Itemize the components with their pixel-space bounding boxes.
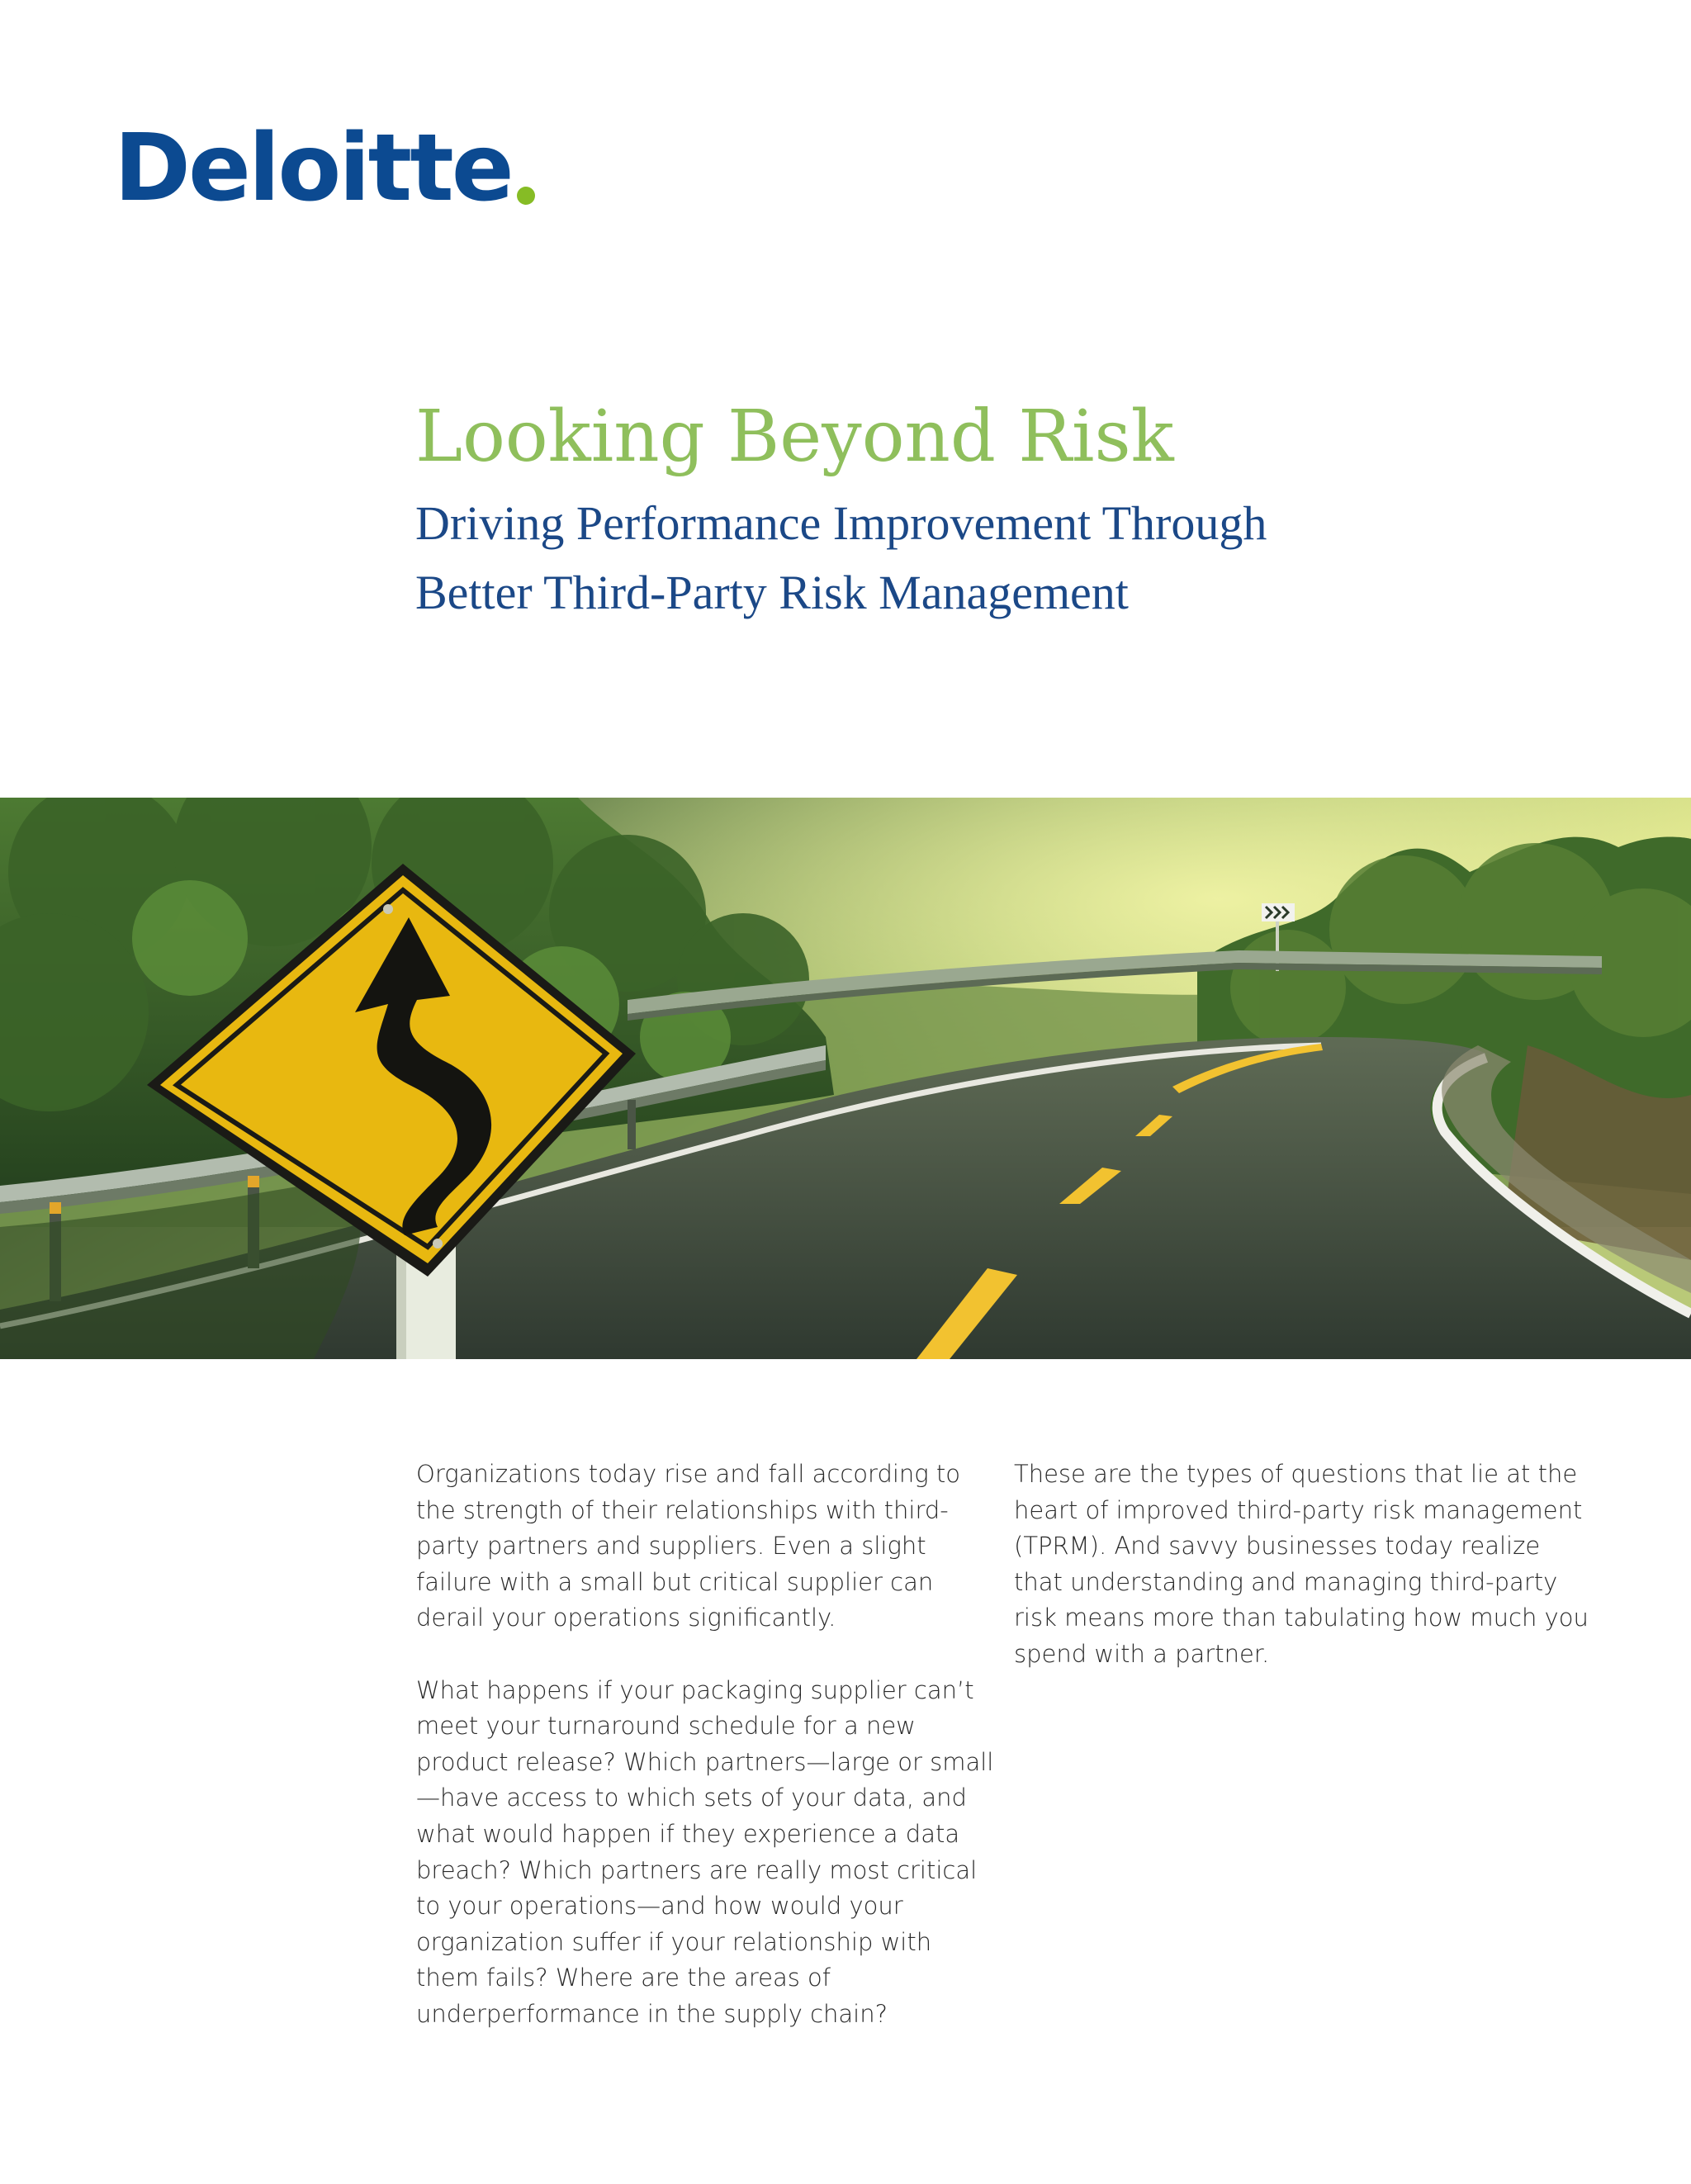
page-subtitle	[415, 489, 1406, 628]
body-left-column	[416, 1457, 994, 2068]
body-right-column	[1014, 1457, 1592, 1708]
hero-image	[0, 798, 1691, 1359]
body-paragraph: These are the types of questions that lie at the heart of improved third-party risk management (TPRM). And savvy businesses today realize that understanding and managing third-party risk means more than tabulating how much you spend with a partner.	[1014, 1460, 1589, 1668]
logo-wordmark: Deloitte	[114, 115, 512, 222]
deloitte-logo	[114, 99, 535, 222]
logo-green-dot	[517, 187, 535, 205]
subtitle-line-1: Driving Performance Improvement Through	[415, 496, 1267, 550]
body-paragraph: What happens if your packaging supplier can’t meet your turnaround schedule for a new product release? Which partners—large or small—have access to which sets of your data, and what would happen if they experience a data breach? Which partners are really most critical to your operations—and how would your organization suffer if your relationship with them fails? Where are the areas of underperformance in the supply chain?	[416, 1675, 994, 2028]
page-title: Looking Beyond Risk	[415, 396, 1174, 478]
body-paragraph: Organizations today rise and fall according to the strength of their relationships with third-party partners and suppliers. Even a slight failure with a small but critical supplier can derail your operations significantly.	[416, 1460, 961, 1632]
subtitle-line-2: Better Third-Party Risk Management	[415, 566, 1129, 619]
